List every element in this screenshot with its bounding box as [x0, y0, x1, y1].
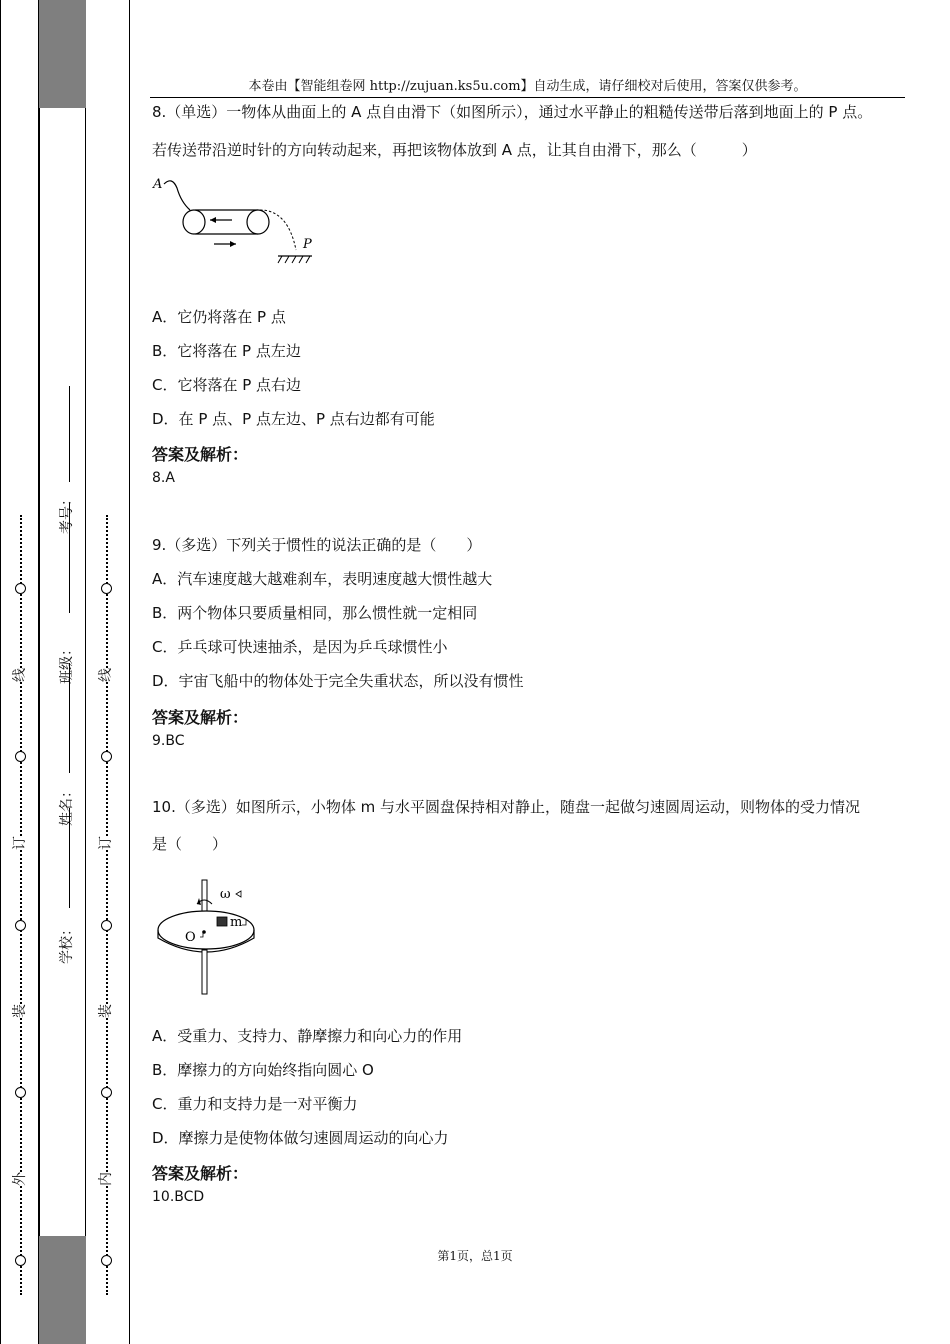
outer-char-zhuang: 装: [12, 1004, 28, 1018]
binding-margin-outer: [0, 0, 39, 1344]
q8-option-b: B．它将落在 P 点左边: [152, 342, 301, 360]
q8-option-c: C．它将落在 P 点右边: [152, 376, 302, 394]
q10-option-d: D．摩擦力是使物体做匀速圆周运动的向心力: [152, 1129, 449, 1147]
page-header: 本卷由【智能组卷网 http://zujuan.ks5u.com】自动生成，请仔细校对后使用，答案仅供参考。: [248, 79, 807, 94]
q8-stem-line-1: 8.（单选）一物体从曲面上的 A 点自由滑下（如图所示），通过水平静止的粗糙传送带后落到地面上的 P 点。: [152, 103, 873, 121]
q8-option-d: D．在 P 点、P 点左边、P 点右边都有可能: [152, 410, 435, 428]
inner-circle-2: [101, 751, 112, 762]
q9-stem-line-1: 9.（多选）下列关于惯性的说法正确的是（ ）: [152, 536, 482, 554]
label-exam-number: 考号：: [59, 492, 75, 534]
header-rule: [150, 97, 905, 98]
q9-option-b: B．两个物体只要质量相同，那么惯性就一定相同: [152, 604, 478, 622]
q8-conveyor-figure: [150, 172, 318, 268]
q8-answer: 8.A: [152, 470, 175, 486]
q8-stem-line-2: 若传送带沿逆时针的方向转动起来，再把该物体放到 A 点，让其自由滑下，那么（ ）: [152, 141, 757, 159]
inner-char-nei: 内: [98, 1172, 114, 1186]
inner-char-xian: 线: [98, 668, 114, 682]
blank-school: [69, 808, 70, 908]
inner-circle-3: [101, 920, 112, 931]
q9-answer: 9.BC: [152, 733, 185, 749]
q10-option-b: B．摩擦力的方向始终指向圆心 O: [152, 1061, 374, 1079]
blank-exam-number: [69, 386, 70, 482]
outer-circle-1: [15, 583, 26, 594]
q10-turntable-figure: [150, 874, 268, 998]
q10-label-omega: ω: [220, 887, 231, 902]
q8-label-a: A: [153, 177, 163, 192]
q10-label-o: O: [185, 930, 196, 945]
inner-char-ding: 订: [98, 836, 114, 850]
label-school: 学校：: [59, 922, 75, 964]
blank-name: [69, 663, 70, 773]
outer-circle-4: [15, 1087, 26, 1098]
inner-char-zhuang: 装: [98, 1004, 114, 1018]
q8-label-p: P: [303, 237, 312, 252]
q8-option-a: A．它仍将落在 P 点: [152, 308, 286, 326]
q9-option-c: C．乒乓球可快速抽杀，是因为乒乓球惯性小: [152, 638, 448, 656]
q10-label-m: m: [230, 915, 243, 930]
outer-circle-3: [15, 920, 26, 931]
q10-answer: 10.BCD: [152, 1189, 205, 1205]
outer-char-wai: 外: [12, 1172, 28, 1186]
q9-option-a: A．汽车速度越大越难刹车，表明速度越大惯性越大: [152, 570, 493, 588]
label-class: 班级：: [59, 642, 75, 684]
outer-circle-2: [15, 751, 26, 762]
q10-option-a: A．受重力、支持力、静摩擦力和向心力的作用: [152, 1027, 463, 1045]
label-name: 姓名：: [59, 784, 75, 826]
q9-answer-heading: 答案及解析：: [152, 708, 249, 727]
q10-stem-line-2: 是（ ）: [152, 835, 228, 853]
page-footer: 第1页，总1页: [437, 1249, 513, 1263]
q9-option-d: D．宇宙飞船中的物体处于完全失重状态，所以没有惯性: [152, 672, 524, 690]
q10-stem-line-1: 10.（多选）如图所示，小物体 m 与水平圆盘保持相对静止，随盘一起做匀速圆周运动，则物体的受力情况: [152, 798, 861, 816]
student-info-column: [39, 108, 86, 1236]
blank-class: [69, 503, 70, 613]
inner-circle-4: [101, 1087, 112, 1098]
q10-option-c: C．重力和支持力是一对平衡力: [152, 1095, 358, 1113]
q10-answer-heading: 答案及解析：: [152, 1164, 249, 1183]
outer-char-xian: 线: [12, 668, 28, 682]
q8-answer-heading: 答案及解析：: [152, 445, 249, 464]
inner-circle-1: [101, 583, 112, 594]
outer-char-ding: 订: [12, 836, 28, 850]
binding-margin-inner: [86, 0, 130, 1344]
binding-gray-top: [39, 0, 86, 108]
